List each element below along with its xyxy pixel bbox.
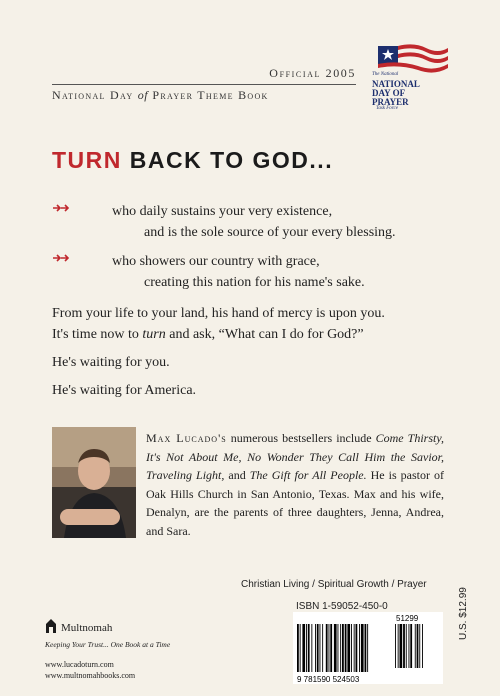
page-title: TURN BACK TO GOD... xyxy=(52,147,334,173)
double-arrow-icon xyxy=(52,201,70,215)
body-paragraph: He's waiting for you. xyxy=(52,355,170,370)
url-multnomah: www.multnomahbooks.com xyxy=(45,671,136,680)
official-label: Official 2005 xyxy=(269,66,356,80)
author-bio: Max Lucado's numerous bestsellers include Come Thirsty, It's Not About Me, No Wonder They Call Him the Savior, Traveling Light, and The Gift for All People. He is pastor of Oak Hills Church in San Antonio, Texas. Max and his wife, Denalyn, are the parents of three daughters, Jenna, Andrea, and Sara. xyxy=(146,431,445,538)
barcode-bars xyxy=(293,612,443,684)
body-paragraph: He's waiting for America. xyxy=(52,383,197,398)
body-paragraph: It's time now to turn and ask, “What can I do for God?” xyxy=(52,327,364,342)
publisher-name: Multnomah xyxy=(61,622,113,634)
multnomah-logo-icon xyxy=(45,618,57,634)
isbn-label: ISBN 1-59052-450-0 xyxy=(296,601,388,612)
url-lucadoturn: www.lucadoturn.com xyxy=(45,660,114,669)
author-photo xyxy=(52,427,136,538)
bullet-item: who showers our country with grace, creating this nation for his name's sake. xyxy=(52,251,412,295)
header xyxy=(52,52,452,112)
svg-text:51299: 51299 xyxy=(396,614,419,623)
bullet-item: who daily sustains your very existence, and is the sole source of your every blessing. xyxy=(52,201,412,245)
logo-wordmark: NATIONAL DAY OF PRAYER xyxy=(372,79,420,107)
national-day-of-prayer-logo: The National NATIONAL DAY OF PRAYER Task Force xyxy=(368,42,452,116)
price-label: U.S. $12.99 xyxy=(458,587,469,640)
svg-text:9 781590 524503: 9 781590 524503 xyxy=(297,675,360,684)
header-rule xyxy=(52,84,356,85)
theme-book-label: National Day of Prayer Theme Book xyxy=(52,88,269,102)
publisher-tagline: Keeping Your Trust... One Book at a Time xyxy=(45,640,171,649)
category-label: Christian Living / Spiritual Growth / Prayer xyxy=(241,579,427,590)
body-paragraph: From your life to your land, his hand of mercy is upon you. xyxy=(52,306,385,321)
double-arrow-icon xyxy=(52,251,70,265)
barcode xyxy=(293,612,443,684)
